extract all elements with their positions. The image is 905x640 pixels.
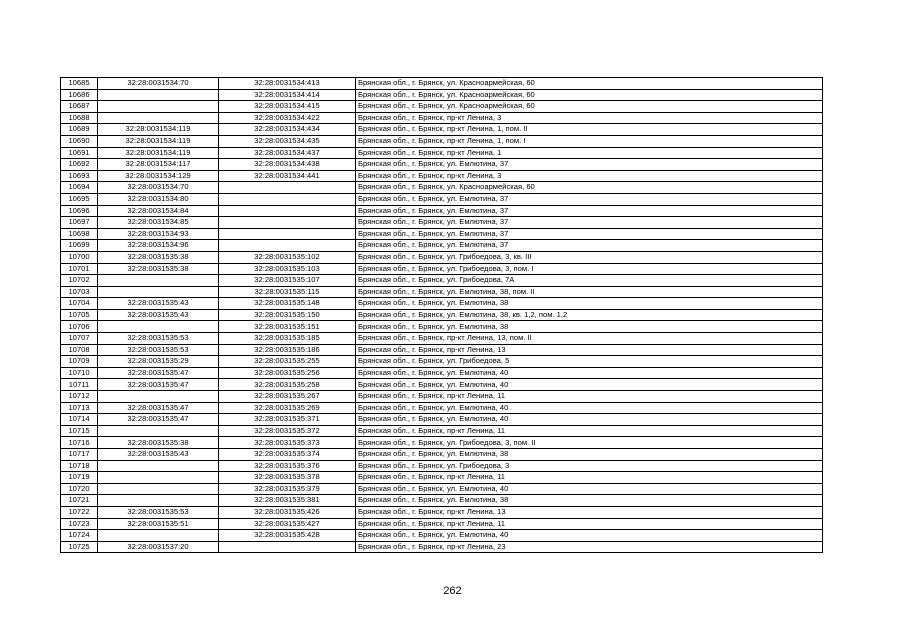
row-number-cell: 10700: [61, 251, 98, 263]
object-number-cell: [219, 193, 356, 205]
parcel-number-cell: 32:28:0031535:38: [98, 437, 219, 449]
row-number-cell: 10689: [61, 124, 98, 136]
table-row: [61, 251, 823, 263]
object-number-cell: 32:28:0031534:415: [219, 101, 356, 113]
table-row: [61, 275, 823, 287]
address-cell: Брянская обл., г. Брянск, ул. Емлютина, 38, кв. 1,2, пом. 1,2: [356, 309, 823, 321]
object-number-cell: 32:28:0031534:434: [219, 124, 356, 136]
object-number-cell: 32:28:0031535:107: [219, 275, 356, 287]
address-cell: Брянская обл., г. Брянск, ул. Емлютина, 40: [356, 402, 823, 414]
row-number-cell: 10710: [61, 367, 98, 379]
table-row: [61, 170, 823, 182]
row-number-cell: 10708: [61, 344, 98, 356]
page-number: 262: [443, 585, 462, 597]
parcel-number-cell: 32:28:0031534:129: [98, 170, 219, 182]
object-number-cell: 32:28:0031535:373: [219, 437, 356, 449]
object-number-cell: 32:28:0031535:255: [219, 356, 356, 368]
parcel-number-cell: 32:28:0031535:47: [98, 402, 219, 414]
object-number-cell: 32:28:0031535:256: [219, 367, 356, 379]
parcel-number-cell: 32:28:0031535:53: [98, 333, 219, 345]
address-cell: Брянская обл., г. Брянск, пр-кт Ленина, 3: [356, 170, 823, 182]
table-row: [61, 414, 823, 426]
row-number-cell: 10702: [61, 275, 98, 287]
object-number-cell: 32:28:0031535:427: [219, 518, 356, 530]
address-cell: Брянская обл., г. Брянск, пр-кт Ленина, 23: [356, 541, 823, 553]
table-row: [61, 263, 823, 275]
row-number-cell: 10724: [61, 530, 98, 542]
parcel-number-cell: [98, 530, 219, 542]
row-number-cell: 10721: [61, 495, 98, 507]
parcel-number-cell: [98, 460, 219, 472]
object-number-cell: 32:28:0031535:378: [219, 472, 356, 484]
parcel-number-cell: [98, 286, 219, 298]
address-cell: Брянская обл., г. Брянск, пр-кт Ленина, 11: [356, 425, 823, 437]
address-cell: Брянская обл., г. Брянск, ул. Грибоедова, 3, кв. III: [356, 251, 823, 263]
row-number-cell: 10725: [61, 541, 98, 553]
object-number-cell: 32:28:0031534:437: [219, 147, 356, 159]
address-cell: Брянская обл., г. Брянск, ул. Грибоедова, 3, пом. I: [356, 263, 823, 275]
parcel-number-cell: 32:28:0031534:70: [98, 182, 219, 194]
table-row: [61, 472, 823, 484]
object-number-cell: 32:28:0031535:258: [219, 379, 356, 391]
object-number-cell: 32:28:0031535:374: [219, 449, 356, 461]
row-number-cell: 10695: [61, 193, 98, 205]
row-number-cell: 10720: [61, 483, 98, 495]
table-row: [61, 193, 823, 205]
row-number-cell: 10717: [61, 449, 98, 461]
table-row: [61, 89, 823, 101]
address-cell: Брянская обл., г. Брянск, пр-кт Ленина, 1, пом. I: [356, 135, 823, 147]
table-row: [61, 425, 823, 437]
parcel-number-cell: [98, 495, 219, 507]
parcel-number-cell: 32:28:0031534:96: [98, 240, 219, 252]
object-number-cell: [219, 217, 356, 229]
parcel-number-cell: 32:28:0031535:51: [98, 518, 219, 530]
address-cell: Брянская обл., г. Брянск, пр-кт Ленина, 11: [356, 391, 823, 403]
row-number-cell: 10723: [61, 518, 98, 530]
cadastral-table-body: [61, 78, 823, 553]
row-number-cell: 10687: [61, 101, 98, 113]
object-number-cell: 32:28:0031535:115: [219, 286, 356, 298]
table-row: [61, 460, 823, 472]
table-row: [61, 483, 823, 495]
address-cell: Брянская обл., г. Брянск, ул. Емлютина, 40: [356, 379, 823, 391]
row-number-cell: 10716: [61, 437, 98, 449]
address-cell: Брянская обл., г. Брянск, ул. Грибоедова, 3, пом. II: [356, 437, 823, 449]
table-row: [61, 182, 823, 194]
table-row: [61, 530, 823, 542]
object-number-cell: 32:28:0031535:269: [219, 402, 356, 414]
parcel-number-cell: 32:28:0031535:29: [98, 356, 219, 368]
parcel-number-cell: 32:28:0031535:38: [98, 251, 219, 263]
address-cell: Брянская обл., г. Брянск, пр-кт Ленина, 1, пом. II: [356, 124, 823, 136]
address-cell: Брянская обл., г. Брянск, пр-кт Ленина, 1: [356, 147, 823, 159]
row-number-cell: 10712: [61, 391, 98, 403]
parcel-number-cell: 32:28:0031535:47: [98, 367, 219, 379]
row-number-cell: 10711: [61, 379, 98, 391]
row-number-cell: 10688: [61, 112, 98, 124]
object-number-cell: 32:28:0031535:267: [219, 391, 356, 403]
object-number-cell: 32:28:0031535:151: [219, 321, 356, 333]
object-number-cell: [219, 240, 356, 252]
row-number-cell: 10707: [61, 333, 98, 345]
parcel-number-cell: [98, 472, 219, 484]
table-row: [61, 333, 823, 345]
address-cell: Брянская обл., г. Брянск, ул. Емлютина, 37: [356, 193, 823, 205]
parcel-number-cell: 32:28:0031534:84: [98, 205, 219, 217]
table-row: [61, 101, 823, 113]
row-number-cell: 10694: [61, 182, 98, 194]
parcel-number-cell: 32:28:0031535:43: [98, 298, 219, 310]
parcel-number-cell: 32:28:0031534:80: [98, 193, 219, 205]
table-row: [61, 217, 823, 229]
object-number-cell: 32:28:0031534:441: [219, 170, 356, 182]
row-number-cell: 10722: [61, 506, 98, 518]
table-row: [61, 344, 823, 356]
address-cell: Брянская обл., г. Брянск, ул. Грибоедова, 5: [356, 356, 823, 368]
parcel-number-cell: 32:28:0031537:20: [98, 541, 219, 553]
address-cell: Брянская обл., г. Брянск, ул. Грибоедова, 3: [356, 460, 823, 472]
address-cell: Брянская обл., г. Брянск, пр-кт Ленина, 13, пом. II: [356, 333, 823, 345]
table-row: [61, 541, 823, 553]
table-row: [61, 321, 823, 333]
object-number-cell: 32:28:0031535:148: [219, 298, 356, 310]
address-cell: Брянская обл., г. Брянск, ул. Емлютина, 37: [356, 159, 823, 171]
row-number-cell: 10718: [61, 460, 98, 472]
address-cell: Брянская обл., г. Брянск, ул. Грибоедова, 7А: [356, 275, 823, 287]
address-cell: Брянская обл., г. Брянск, ул. Красноармейская, 60: [356, 89, 823, 101]
table-row: [61, 124, 823, 136]
parcel-number-cell: [98, 101, 219, 113]
object-number-cell: 32:28:0031535:150: [219, 309, 356, 321]
object-number-cell: 32:28:0031534:438: [219, 159, 356, 171]
object-number-cell: 32:28:0031535:428: [219, 530, 356, 542]
object-number-cell: 32:28:0031535:372: [219, 425, 356, 437]
table-row: [61, 367, 823, 379]
row-number-cell: 10685: [61, 78, 98, 90]
address-cell: Брянская обл., г. Брянск, пр-кт Ленина, 3: [356, 112, 823, 124]
address-cell: Брянская обл., г. Брянск, ул. Емлютина, 40: [356, 414, 823, 426]
row-number-cell: 10709: [61, 356, 98, 368]
table-row: [61, 112, 823, 124]
parcel-number-cell: 32:28:0031534:85: [98, 217, 219, 229]
address-cell: Брянская обл., г. Брянск, ул. Емлютина, 37: [356, 240, 823, 252]
table-row: [61, 78, 823, 90]
address-cell: Брянская обл., г. Брянск, пр-кт Ленина, 13: [356, 506, 823, 518]
row-number-cell: 10692: [61, 159, 98, 171]
address-cell: Брянская обл., г. Брянск, пр-кт Ленина, 11: [356, 518, 823, 530]
parcel-number-cell: 32:28:0031534:119: [98, 124, 219, 136]
table-row: [61, 286, 823, 298]
address-cell: Брянская обл., г. Брянск, ул. Емлютина, 38: [356, 449, 823, 461]
parcel-number-cell: [98, 425, 219, 437]
cadastral-table: [60, 77, 823, 553]
row-number-cell: 10690: [61, 135, 98, 147]
parcel-number-cell: 32:28:0031535:53: [98, 506, 219, 518]
row-number-cell: 10697: [61, 217, 98, 229]
row-number-cell: 10691: [61, 147, 98, 159]
row-number-cell: 10699: [61, 240, 98, 252]
object-number-cell: 32:28:0031535:185: [219, 333, 356, 345]
table-row: [61, 495, 823, 507]
table-row: [61, 205, 823, 217]
row-number-cell: 10715: [61, 425, 98, 437]
object-number-cell: 32:28:0031535:371: [219, 414, 356, 426]
object-number-cell: 32:28:0031535:381: [219, 495, 356, 507]
address-cell: Брянская обл., г. Брянск, ул. Емлютина, 38: [356, 321, 823, 333]
parcel-number-cell: [98, 275, 219, 287]
address-cell: Брянская обл., г. Брянск, ул. Емлютина, 40: [356, 367, 823, 379]
parcel-number-cell: 32:28:0031535:38: [98, 263, 219, 275]
parcel-number-cell: 32:28:0031534:119: [98, 147, 219, 159]
parcel-number-cell: 32:28:0031534:119: [98, 135, 219, 147]
table-row: [61, 298, 823, 310]
address-cell: Брянская обл., г. Брянск, ул. Емлютина, 37: [356, 228, 823, 240]
table-row: [61, 437, 823, 449]
parcel-number-cell: 32:28:0031534:93: [98, 228, 219, 240]
table-row: [61, 356, 823, 368]
parcel-number-cell: 32:28:0031534:117: [98, 159, 219, 171]
parcel-number-cell: 32:28:0031535:43: [98, 449, 219, 461]
row-number-cell: 10698: [61, 228, 98, 240]
row-number-cell: 10719: [61, 472, 98, 484]
address-cell: Брянская обл., г. Брянск, ул. Емлютина, 38, пом. II: [356, 286, 823, 298]
table-row: [61, 228, 823, 240]
object-number-cell: [219, 205, 356, 217]
object-number-cell: 32:28:0031534:435: [219, 135, 356, 147]
row-number-cell: 10693: [61, 170, 98, 182]
address-cell: Брянская обл., г. Брянск, ул. Емлютина, 38: [356, 298, 823, 310]
parcel-number-cell: [98, 89, 219, 101]
row-number-cell: 10713: [61, 402, 98, 414]
table-row: [61, 240, 823, 252]
address-cell: Брянская обл., г. Брянск, ул. Емлютина, 40: [356, 530, 823, 542]
table-row: [61, 135, 823, 147]
parcel-number-cell: [98, 483, 219, 495]
row-number-cell: 10686: [61, 89, 98, 101]
row-number-cell: 10714: [61, 414, 98, 426]
object-number-cell: 32:28:0031535:376: [219, 460, 356, 472]
object-number-cell: 32:28:0031534:422: [219, 112, 356, 124]
table-row: [61, 309, 823, 321]
address-cell: Брянская обл., г. Брянск, ул. Емлютина, 37: [356, 205, 823, 217]
parcel-number-cell: [98, 391, 219, 403]
parcel-number-cell: [98, 112, 219, 124]
address-cell: Брянская обл., г. Брянск, пр-кт Ленина, 13: [356, 344, 823, 356]
table-row: [61, 379, 823, 391]
parcel-number-cell: 32:28:0031534:70: [98, 78, 219, 90]
address-cell: Брянская обл., г. Брянск, ул. Красноармейская, 60: [356, 182, 823, 194]
table-row: [61, 391, 823, 403]
address-cell: Брянская обл., г. Брянск, ул. Красноармейская, 60: [356, 78, 823, 90]
object-number-cell: [219, 541, 356, 553]
address-cell: Брянская обл., г. Брянск, ул. Емлютина, 40: [356, 483, 823, 495]
object-number-cell: 32:28:0031535:186: [219, 344, 356, 356]
object-number-cell: 32:28:0031535:103: [219, 263, 356, 275]
parcel-number-cell: 32:28:0031535:43: [98, 309, 219, 321]
parcel-number-cell: 32:28:0031535:47: [98, 379, 219, 391]
address-cell: Брянская обл., г. Брянск, ул. Емлютина, 38: [356, 495, 823, 507]
parcel-number-cell: [98, 321, 219, 333]
table-row: [61, 147, 823, 159]
object-number-cell: 32:28:0031535:379: [219, 483, 356, 495]
table-row: [61, 449, 823, 461]
row-number-cell: 10703: [61, 286, 98, 298]
table-row: [61, 518, 823, 530]
table-row: [61, 506, 823, 518]
address-cell: Брянская обл., г. Брянск, ул. Красноармейская, 60: [356, 101, 823, 113]
parcel-number-cell: 32:28:0031535:47: [98, 414, 219, 426]
row-number-cell: 10705: [61, 309, 98, 321]
row-number-cell: 10706: [61, 321, 98, 333]
object-number-cell: 32:28:0031535:102: [219, 251, 356, 263]
parcel-number-cell: 32:28:0031535:53: [98, 344, 219, 356]
address-cell: Брянская обл., г. Брянск, пр-кт Ленина, 11: [356, 472, 823, 484]
table-row: [61, 159, 823, 171]
object-number-cell: [219, 228, 356, 240]
address-cell: Брянская обл., г. Брянск, ул. Емлютина, 37: [356, 217, 823, 229]
object-number-cell: 32:28:0031534:414: [219, 89, 356, 101]
object-number-cell: 32:28:0031535:426: [219, 506, 356, 518]
table-row: [61, 402, 823, 414]
object-number-cell: [219, 182, 356, 194]
row-number-cell: 10701: [61, 263, 98, 275]
row-number-cell: 10696: [61, 205, 98, 217]
row-number-cell: 10704: [61, 298, 98, 310]
object-number-cell: 32:28:0031534:413: [219, 78, 356, 90]
